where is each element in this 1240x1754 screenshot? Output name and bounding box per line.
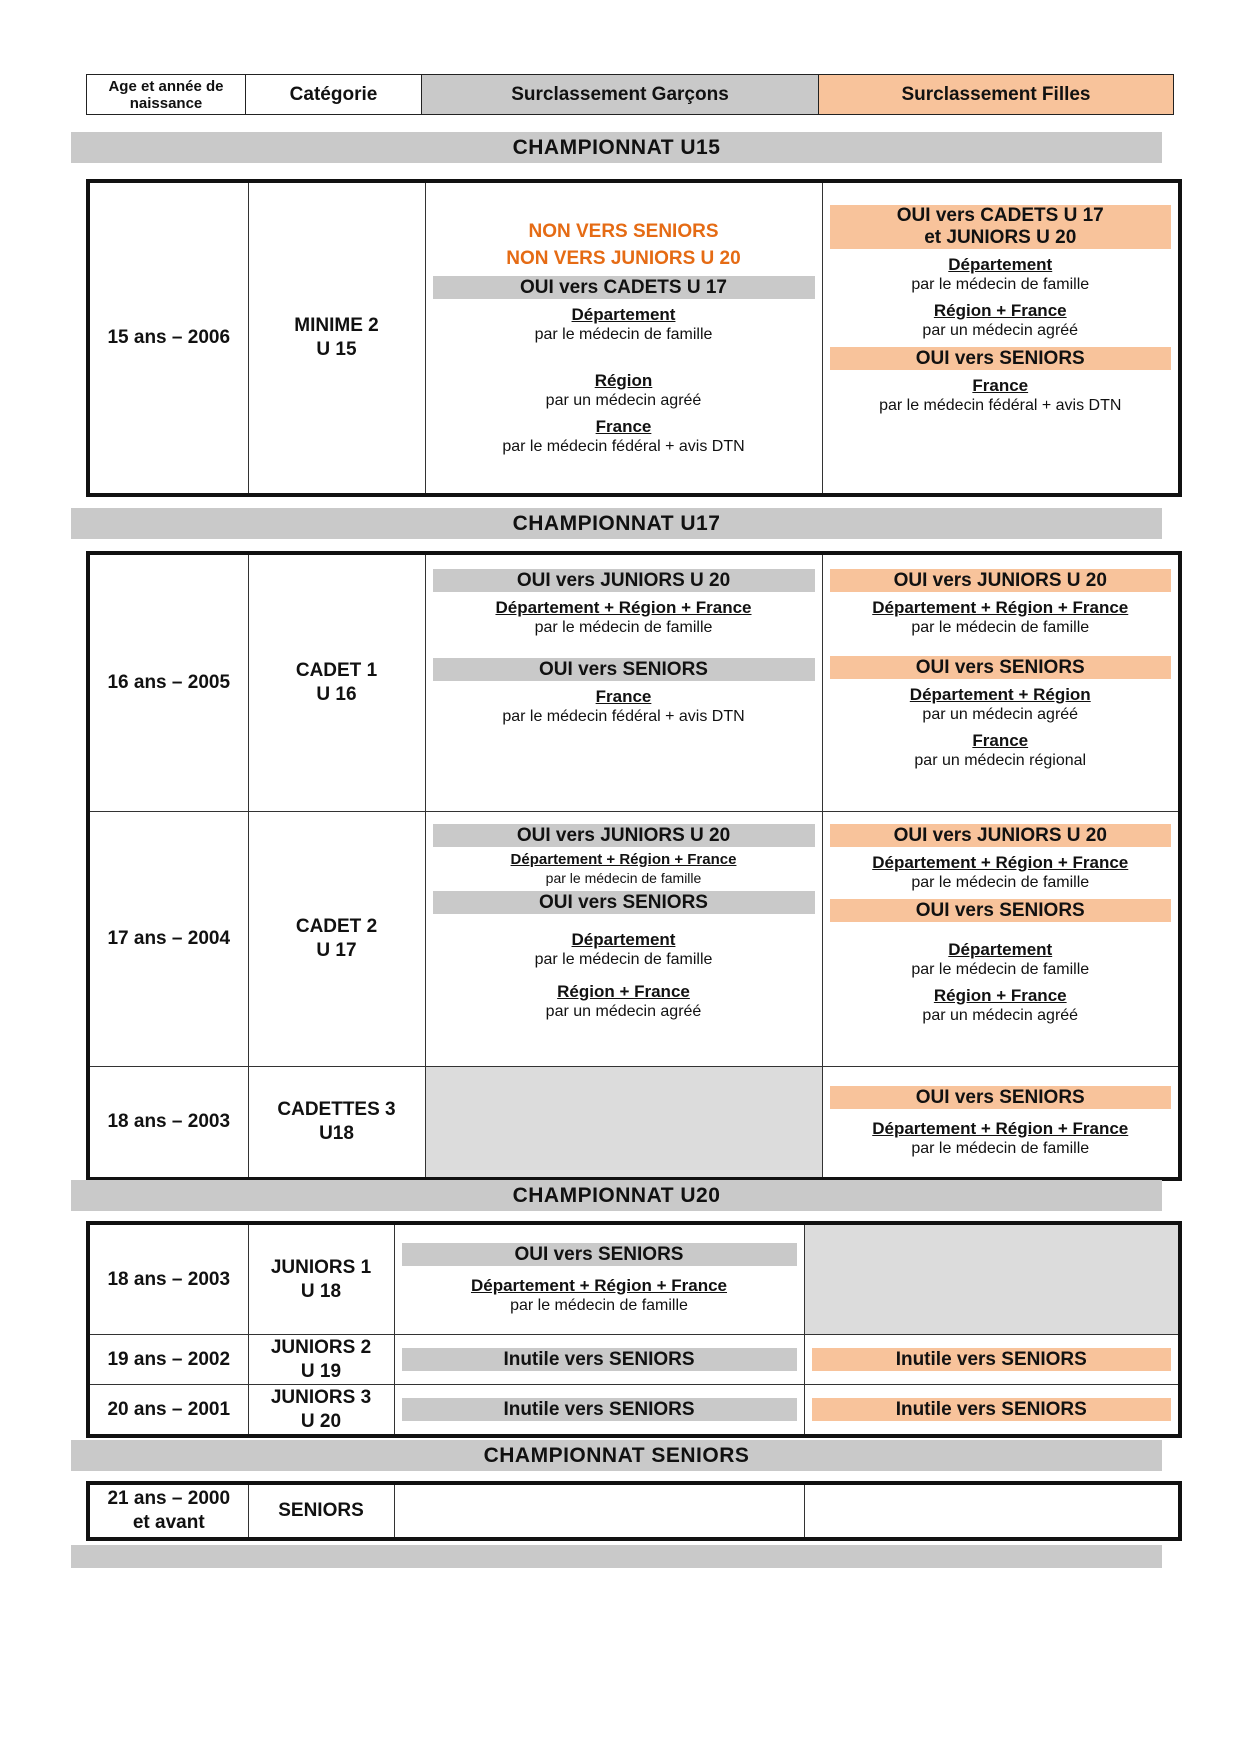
rule-region-france: Région + France par un médecin agréé (922, 301, 1079, 339)
table-row (88, 1223, 1180, 1335)
rule-all-levels: Département + Région + France par le médecin de famille (872, 598, 1129, 636)
category-cell: JUNIORS 2 U 19 (248, 1335, 394, 1385)
category-cell: CADETTES 3 U18 (248, 1067, 425, 1180)
yes-seniors-bar: OUI vers SENIORS (830, 1086, 1172, 1109)
useless-seniors-bar: Inutile vers SENIORS (402, 1348, 797, 1371)
girls-cell (822, 812, 1180, 1067)
table-seniors (86, 1481, 1182, 1541)
header-boys: Surclassement Garçons (421, 74, 819, 115)
yes-seniors-bar: OUI vers SENIORS (830, 347, 1172, 370)
girls-cell (804, 1385, 1180, 1437)
girls-cell-empty (804, 1223, 1180, 1335)
table-row (88, 181, 1180, 495)
rule-france: France par le médecin fédéral + avis DTN (879, 376, 1122, 414)
rule-france: France par le médecin fédéral + avis DTN (502, 687, 745, 725)
age-cell: 15 ans – 2006 (88, 181, 248, 495)
table-row (88, 812, 1180, 1067)
header-age: Age et année de naissance (86, 74, 246, 115)
category-cell: CADET 2 U 17 (248, 812, 425, 1067)
table-row (88, 1067, 1180, 1180)
age-cell: 19 ans – 2002 (88, 1335, 248, 1385)
boys-cell (394, 1335, 804, 1385)
category-cell: MINIME 2 U 15 (248, 181, 425, 495)
rule-france: France par le médecin fédéral + avis DTN (502, 416, 745, 455)
section-title-seniors: CHAMPIONNAT SENIORS (71, 1440, 1162, 1471)
age-cell: 21 ans – 2000 et avant (88, 1483, 248, 1539)
rule-all-levels: Département + Région + France par le médecin de famille (495, 598, 752, 636)
age-cell: 18 ans – 2003 (88, 1067, 248, 1180)
category-cell: JUNIORS 1 U 18 (248, 1223, 394, 1335)
girls-cell (822, 181, 1180, 495)
header-girls: Surclassement Filles (818, 74, 1174, 115)
yes-seniors-bar: OUI vers SENIORS (433, 658, 815, 681)
header-category: Catégorie (245, 74, 422, 115)
table-u17 (86, 551, 1182, 1181)
girls-cell (822, 553, 1180, 812)
girls-cell (804, 1335, 1180, 1385)
age-cell: 17 ans – 2004 (88, 812, 248, 1067)
rule-departement: Département par le médecin de famille (911, 255, 1090, 293)
no-juniors-text: NON VERS JUNIORS U 20 (506, 247, 741, 269)
section-title-u20: CHAMPIONNAT U20 (71, 1180, 1162, 1211)
girls-cell (822, 1067, 1180, 1180)
category-cell: CADET 1 U 16 (248, 553, 425, 812)
category-cell: SENIORS (248, 1483, 394, 1539)
yes-seniors-bar: OUI vers SENIORS (830, 656, 1172, 679)
rule-departement: Département par le médecin de famille (534, 930, 713, 968)
rule-all-levels: Département + Région + France par le médecin de famille (510, 851, 737, 886)
yes-seniors-bar: OUI vers SENIORS (830, 899, 1172, 922)
table-u20 (86, 1221, 1182, 1438)
age-cell: 16 ans – 2005 (88, 553, 248, 812)
yes-cadets-juniors-bar: OUI vers CADETS U 17 et JUNIORS U 20 (830, 205, 1172, 249)
rule-region: Région par un médecin agréé (545, 370, 702, 409)
table-row (88, 553, 1180, 812)
table-row (88, 1385, 1180, 1437)
rule-region-france: Région + France par un médecin agréé (922, 986, 1079, 1024)
yes-juniors-bar: OUI vers JUNIORS U 20 (830, 824, 1172, 847)
boys-cell-empty (394, 1483, 804, 1539)
table-row (88, 1335, 1180, 1385)
yes-juniors-bar: OUI vers JUNIORS U 20 (433, 569, 815, 592)
category-cell: JUNIORS 3 U 20 (248, 1385, 394, 1437)
yes-seniors-bar: OUI vers SENIORS (402, 1243, 797, 1266)
rule-france: France par un médecin régional (914, 731, 1087, 769)
useless-seniors-bar: Inutile vers SENIORS (812, 1398, 1172, 1421)
footer-band (71, 1545, 1162, 1568)
age-cell: 18 ans – 2003 (88, 1223, 248, 1335)
rule-all-levels: Département + Région + France par le médecin de famille (872, 853, 1129, 891)
no-seniors-text: NON VERS SENIORS (528, 220, 719, 242)
table-row (88, 1483, 1180, 1539)
section-title-u15: CHAMPIONNAT U15 (71, 132, 1162, 163)
useless-seniors-bar: Inutile vers SENIORS (402, 1398, 797, 1421)
yes-seniors-bar: OUI vers SENIORS (433, 891, 815, 914)
rule-all-levels: Département + Région + France par le médecin de famille (470, 1276, 728, 1314)
boys-cell (394, 1223, 804, 1335)
boys-cell (425, 181, 822, 495)
section-title-u17: CHAMPIONNAT U17 (71, 508, 1162, 539)
rule-all-levels: Département + Région + France par le médecin de famille (872, 1118, 1129, 1157)
yes-cadets-bar: OUI vers CADETS U 17 (433, 276, 815, 299)
table-u15 (86, 179, 1182, 497)
yes-juniors-bar: OUI vers JUNIORS U 20 (433, 824, 815, 847)
rule-region-france: Région + France par un médecin agréé (545, 982, 702, 1020)
boys-cell (425, 812, 822, 1067)
boys-cell-empty (425, 1067, 822, 1180)
girls-cell-empty (804, 1483, 1180, 1539)
rule-departement: Département par le médecin de famille (911, 940, 1090, 978)
rule-departement: Département par le médecin de famille (534, 304, 713, 343)
yes-juniors-bar: OUI vers JUNIORS U 20 (830, 569, 1172, 592)
boys-cell (394, 1385, 804, 1437)
boys-cell (425, 553, 822, 812)
age-cell: 20 ans – 2001 (88, 1385, 248, 1437)
useless-seniors-bar: Inutile vers SENIORS (812, 1348, 1172, 1371)
rule-departement-region: Département + Région par un médecin agréé (909, 685, 1091, 723)
